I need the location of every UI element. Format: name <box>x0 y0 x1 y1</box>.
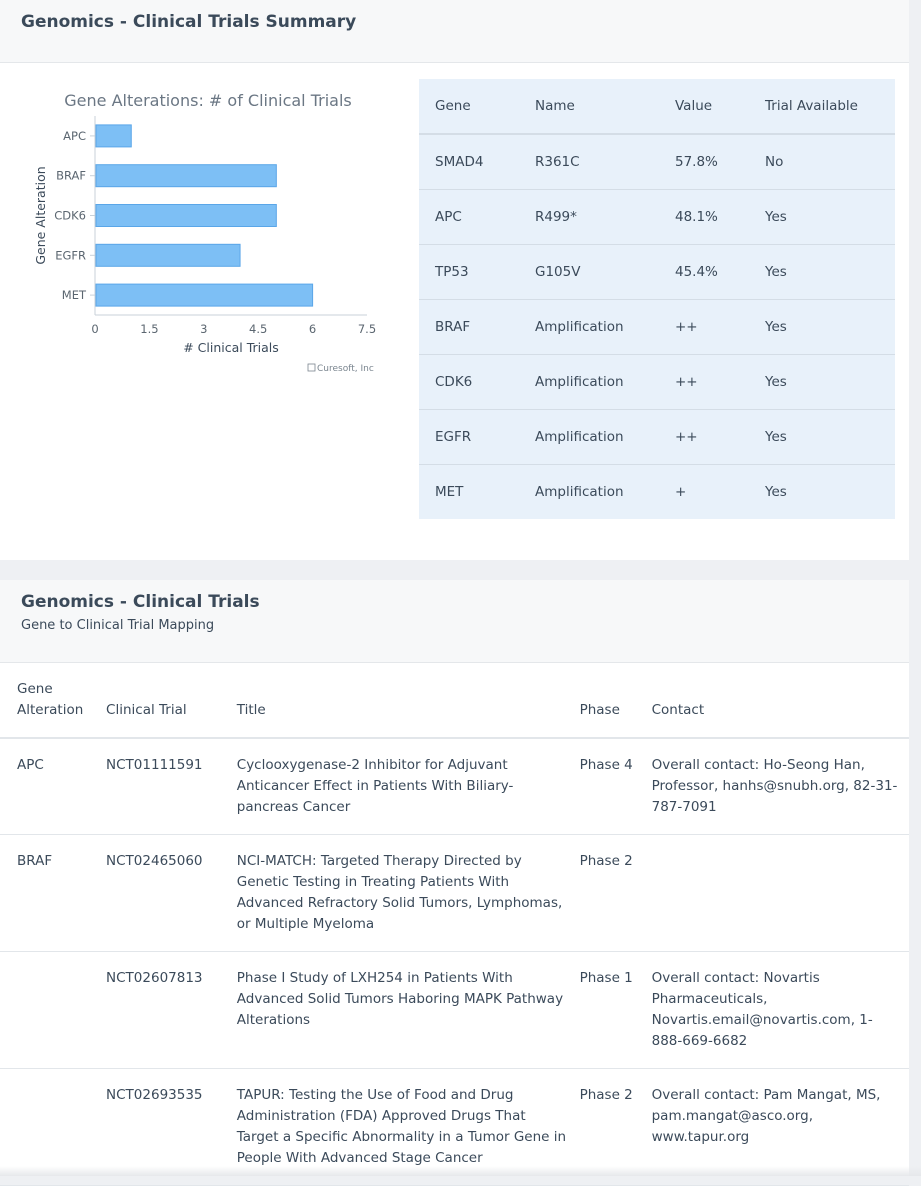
trial-cell-contact: Overall contact: Pam Mangat, MS, pam.mangat@asco.org, www.tapur.org <box>652 1069 909 1186</box>
trials-card-title: Genomics - Clinical Trials <box>21 592 260 612</box>
chart-bar-apc <box>96 125 131 147</box>
scroll-fade <box>0 1166 921 1176</box>
trial-cell-contact: Overall contact: Ho-Seong Han, Professor, hanhs@snubh.org, 82-31-787-7091 <box>652 738 909 835</box>
summary-cell-trial-available: Yes <box>749 465 895 520</box>
trial-cell-gene <box>0 952 106 1069</box>
chart-y-tick-label: MET <box>61 288 86 303</box>
gene-alterations-chart <box>28 88 388 388</box>
trials-card <box>0 580 909 1176</box>
chart-x-tick-label: 3 <box>200 322 208 336</box>
summary-table <box>419 79 895 519</box>
trial-cell-id: NCT02607813 <box>106 952 237 1069</box>
chart-bar-braf <box>96 165 276 187</box>
summary-cell-trial-available: Yes <box>749 245 895 300</box>
trial-cell-id: NCT02465060 <box>106 835 237 952</box>
summary-cell-trial-available: No <box>749 134 895 190</box>
chart-x-tick-label: 6 <box>308 322 317 336</box>
chart-x-tick-label: 1.5 <box>140 322 159 336</box>
summary-cell-value: 57.8% <box>659 134 749 190</box>
summary-table-row <box>419 465 895 520</box>
chart-credit: Curesoft, Inc <box>317 364 374 374</box>
summary-cell-value: + <box>659 465 749 520</box>
summary-cell-trial-available: Yes <box>749 410 895 465</box>
chart-credit-icon <box>308 364 315 371</box>
summary-cell-gene: EGFR <box>419 410 519 465</box>
summary-cell-gene: SMAD4 <box>419 134 519 190</box>
chart-x-tick-label: 7.5 <box>357 322 377 336</box>
summary-table-row <box>419 245 895 300</box>
summary-cell-gene: CDK6 <box>419 355 519 410</box>
trials-header-gene-line2: Alteration <box>17 702 84 718</box>
trial-cell-contact <box>652 835 909 952</box>
summary-cell-name: Amplification <box>519 300 659 355</box>
trials-card-subtitle: Gene to Clinical Trial Mapping <box>21 618 215 633</box>
summary-cell-name: R499* <box>519 190 659 245</box>
summary-cell-trial-available: Yes <box>749 190 895 245</box>
summary-cell-gene: MET <box>419 465 519 520</box>
summary-table-row <box>419 134 895 190</box>
chart-bar-met <box>96 284 313 306</box>
chart-y-tick-label: APC <box>63 128 86 143</box>
trials-header-contact[interactable]: Contact <box>652 663 909 738</box>
chart-title: Gene Alterations: # of Clinical Trials <box>64 91 352 110</box>
summary-cell-value: 48.1% <box>659 190 749 245</box>
trials-header-title[interactable]: Title <box>237 663 580 738</box>
summary-cell-name: Amplification <box>519 410 659 465</box>
trial-cell-title: TAPUR: Testing the Use of Food and Drug Administration (FDA) Approved Drugs That Target a Specific Abnormality in a Tumor Gene in People With Advanced Stage Cancer <box>237 1069 580 1186</box>
trial-cell-phase: Phase 2 <box>580 835 652 952</box>
chart-y-tick-label: EGFR <box>55 248 86 263</box>
summary-header-value[interactable]: Value <box>659 79 749 134</box>
table-row <box>0 835 909 952</box>
summary-cell-value: ++ <box>659 300 749 355</box>
summary-table-row <box>419 190 895 245</box>
chart-y-tick-label: BRAF <box>56 168 86 183</box>
trial-cell-title: NCI-MATCH: Targeted Therapy Directed by Genetic Testing in Treating Patients With Advanced Refractory Solid Tumors, Lymphomas, or Multiple Myeloma <box>237 835 580 952</box>
summary-table-row <box>419 355 895 410</box>
summary-cell-value: ++ <box>659 355 749 410</box>
table-row <box>0 952 909 1069</box>
summary-cell-gene: APC <box>419 190 519 245</box>
summary-cell-name: Amplification <box>519 465 659 520</box>
trials-header-clinical-trial[interactable]: Clinical Trial <box>106 663 237 738</box>
trials-header-gene-alteration[interactable] <box>0 663 106 738</box>
chart-y-tick-label: CDK6 <box>54 208 86 223</box>
chart-x-tick-label: 0 <box>91 322 99 336</box>
trial-cell-contact: Overall contact: Novartis Pharmaceuticals, Novartis.email@novartis.com, 1-888-669-6682 <box>652 952 909 1069</box>
summary-table-row <box>419 410 895 465</box>
summary-header-name[interactable]: Name <box>519 79 659 134</box>
summary-card-header <box>0 0 909 63</box>
trial-cell-gene: BRAF <box>0 835 106 952</box>
chart-bar-cdk6 <box>96 205 276 227</box>
trial-cell-id: NCT01111591 <box>106 738 237 835</box>
summary-cell-gene: TP53 <box>419 245 519 300</box>
summary-cell-value: ++ <box>659 410 749 465</box>
trials-header-phase[interactable]: Phase <box>580 663 652 738</box>
summary-card <box>0 0 909 560</box>
summary-card-title: Genomics - Clinical Trials Summary <box>21 12 357 32</box>
trial-cell-title: Phase I Study of LXH254 in Patients With Advanced Solid Tumors Haboring MAPK Pathway Alterations <box>237 952 580 1069</box>
trials-header-gene-line1: Gene <box>17 681 53 697</box>
summary-header-gene[interactable]: Gene <box>419 79 519 134</box>
trials-table-header-row <box>0 663 909 738</box>
summary-cell-gene: BRAF <box>419 300 519 355</box>
chart-bar-egfr <box>96 244 240 266</box>
chart-x-tick-label: 4.5 <box>249 322 268 336</box>
summary-cell-name: Amplification <box>519 355 659 410</box>
summary-table-header-row <box>419 79 895 134</box>
summary-cell-value: 45.4% <box>659 245 749 300</box>
summary-header-trial-available[interactable]: Trial Available <box>749 79 895 134</box>
summary-cell-name: G105V <box>519 245 659 300</box>
summary-table-row <box>419 300 895 355</box>
trial-cell-phase: Phase 4 <box>580 738 652 835</box>
chart-x-axis-label: # Clinical Trials <box>183 340 279 355</box>
trial-cell-title: Cyclooxygenase-2 Inhibitor for Adjuvant Anticancer Effect in Patients With Biliary-pancreas Cancer <box>237 738 580 835</box>
trials-card-header <box>0 580 909 663</box>
trial-cell-phase: Phase 2 <box>580 1069 652 1186</box>
summary-cell-trial-available: Yes <box>749 355 895 410</box>
trial-cell-gene: APC <box>0 738 106 835</box>
clinical-trials-table <box>0 663 909 1186</box>
summary-cell-name: R361C <box>519 134 659 190</box>
trial-cell-phase: Phase 1 <box>580 952 652 1069</box>
chart-y-axis-label: Gene Alteration <box>33 166 48 265</box>
table-row <box>0 738 909 835</box>
trial-cell-id: NCT02693535 <box>106 1069 237 1186</box>
summary-cell-trial-available: Yes <box>749 300 895 355</box>
